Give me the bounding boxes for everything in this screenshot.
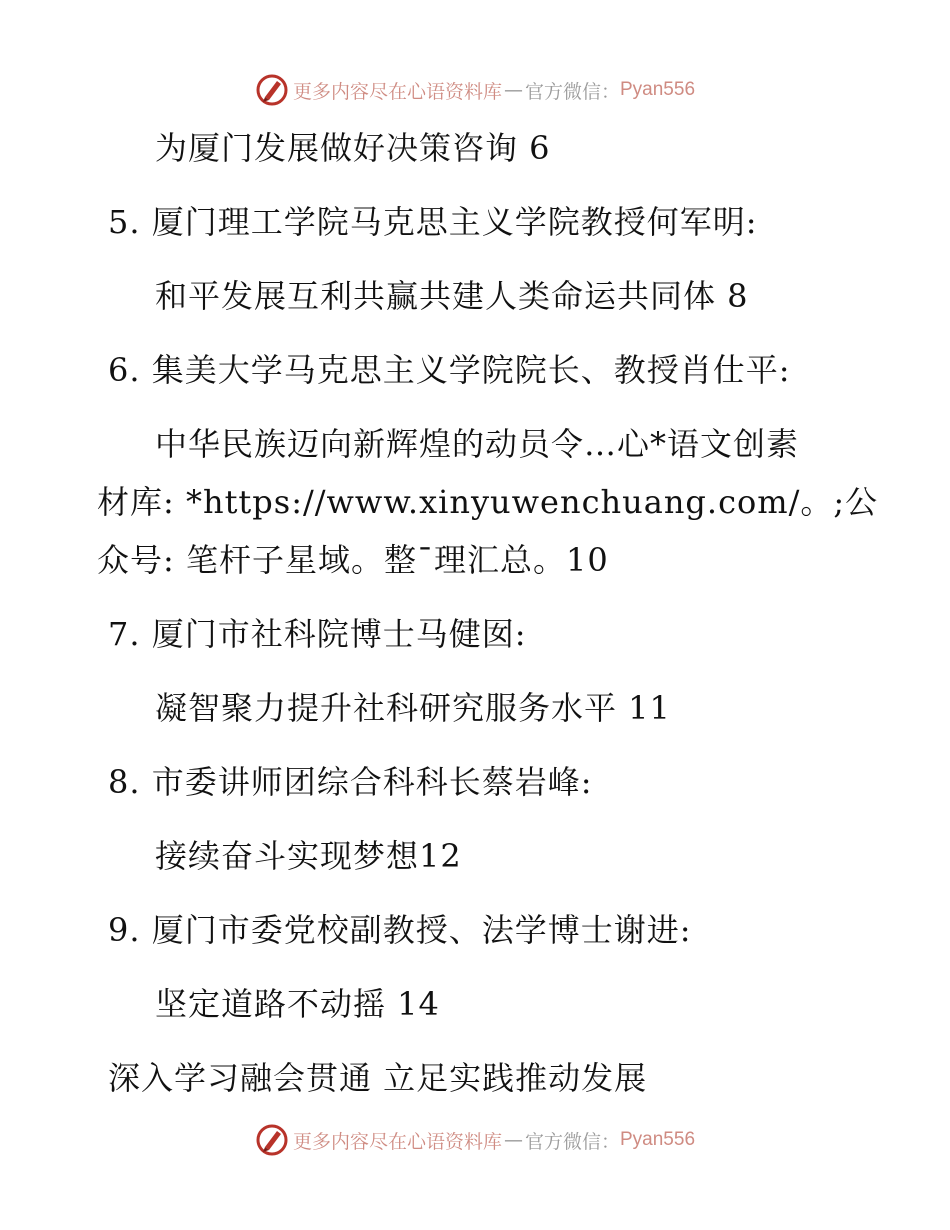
toc-line: 和平发展互利共赢共建人类命运共同体 8 [155,277,749,315]
toc-entry-heading: 8. 市委讲师团综合科科长蔡岩峰: [108,763,593,801]
pen-logo-icon [255,1123,289,1157]
watermark-dash: — [503,79,523,101]
toc-entry-heading: 7. 厦门市社科院博士马健囡: [108,615,527,653]
toc-entry-heading: 5. 厦门理工学院马克思主义学院教授何军明: [108,203,758,241]
toc-line: 接续奋斗实现梦想12 [155,837,462,875]
watermark-footer [0,1120,950,1160]
toc-line: 为厦门发展做好决策咨询 6 [155,129,551,167]
pen-logo-icon [255,73,289,107]
watermark-dash: — [503,1129,523,1151]
watermark-official-label: 官方微信： [524,1130,620,1153]
toc-line: 坚定道路不动摇 14 [155,985,440,1023]
watermark-text: 更多内容尽在心语资料库 [292,1130,502,1153]
toc-line: 材库: *https://www.xinyuwenchuang.com/。;公 [97,483,879,521]
toc-entry-heading: 6. 集美大学马克思主义学院院长、教授肖仕平: [108,351,791,389]
watermark-text: 更多内容尽在心语资料库 [292,80,502,103]
toc-line: 中华民族迈向新辉煌的动员令…心*语文创素 [155,425,800,463]
toc-line: 众号: 笔杆子星域。整¯理汇总。10 [97,541,609,579]
toc-entry-heading: 9. 厦门市委党校副教授、法学博士谢进: [108,911,692,949]
watermark-wechat-id: Pyan556 [620,1129,696,1150]
toc-line: 凝智聚力提升社科研究服务水平 11 [155,689,671,727]
section-heading: 深入学习融会贯通 立足实践推动发展 [108,1059,648,1097]
watermark-official-label: 官方微信： [524,80,620,103]
watermark-wechat-id: Pyan556 [620,79,696,100]
watermark-header [0,70,950,110]
